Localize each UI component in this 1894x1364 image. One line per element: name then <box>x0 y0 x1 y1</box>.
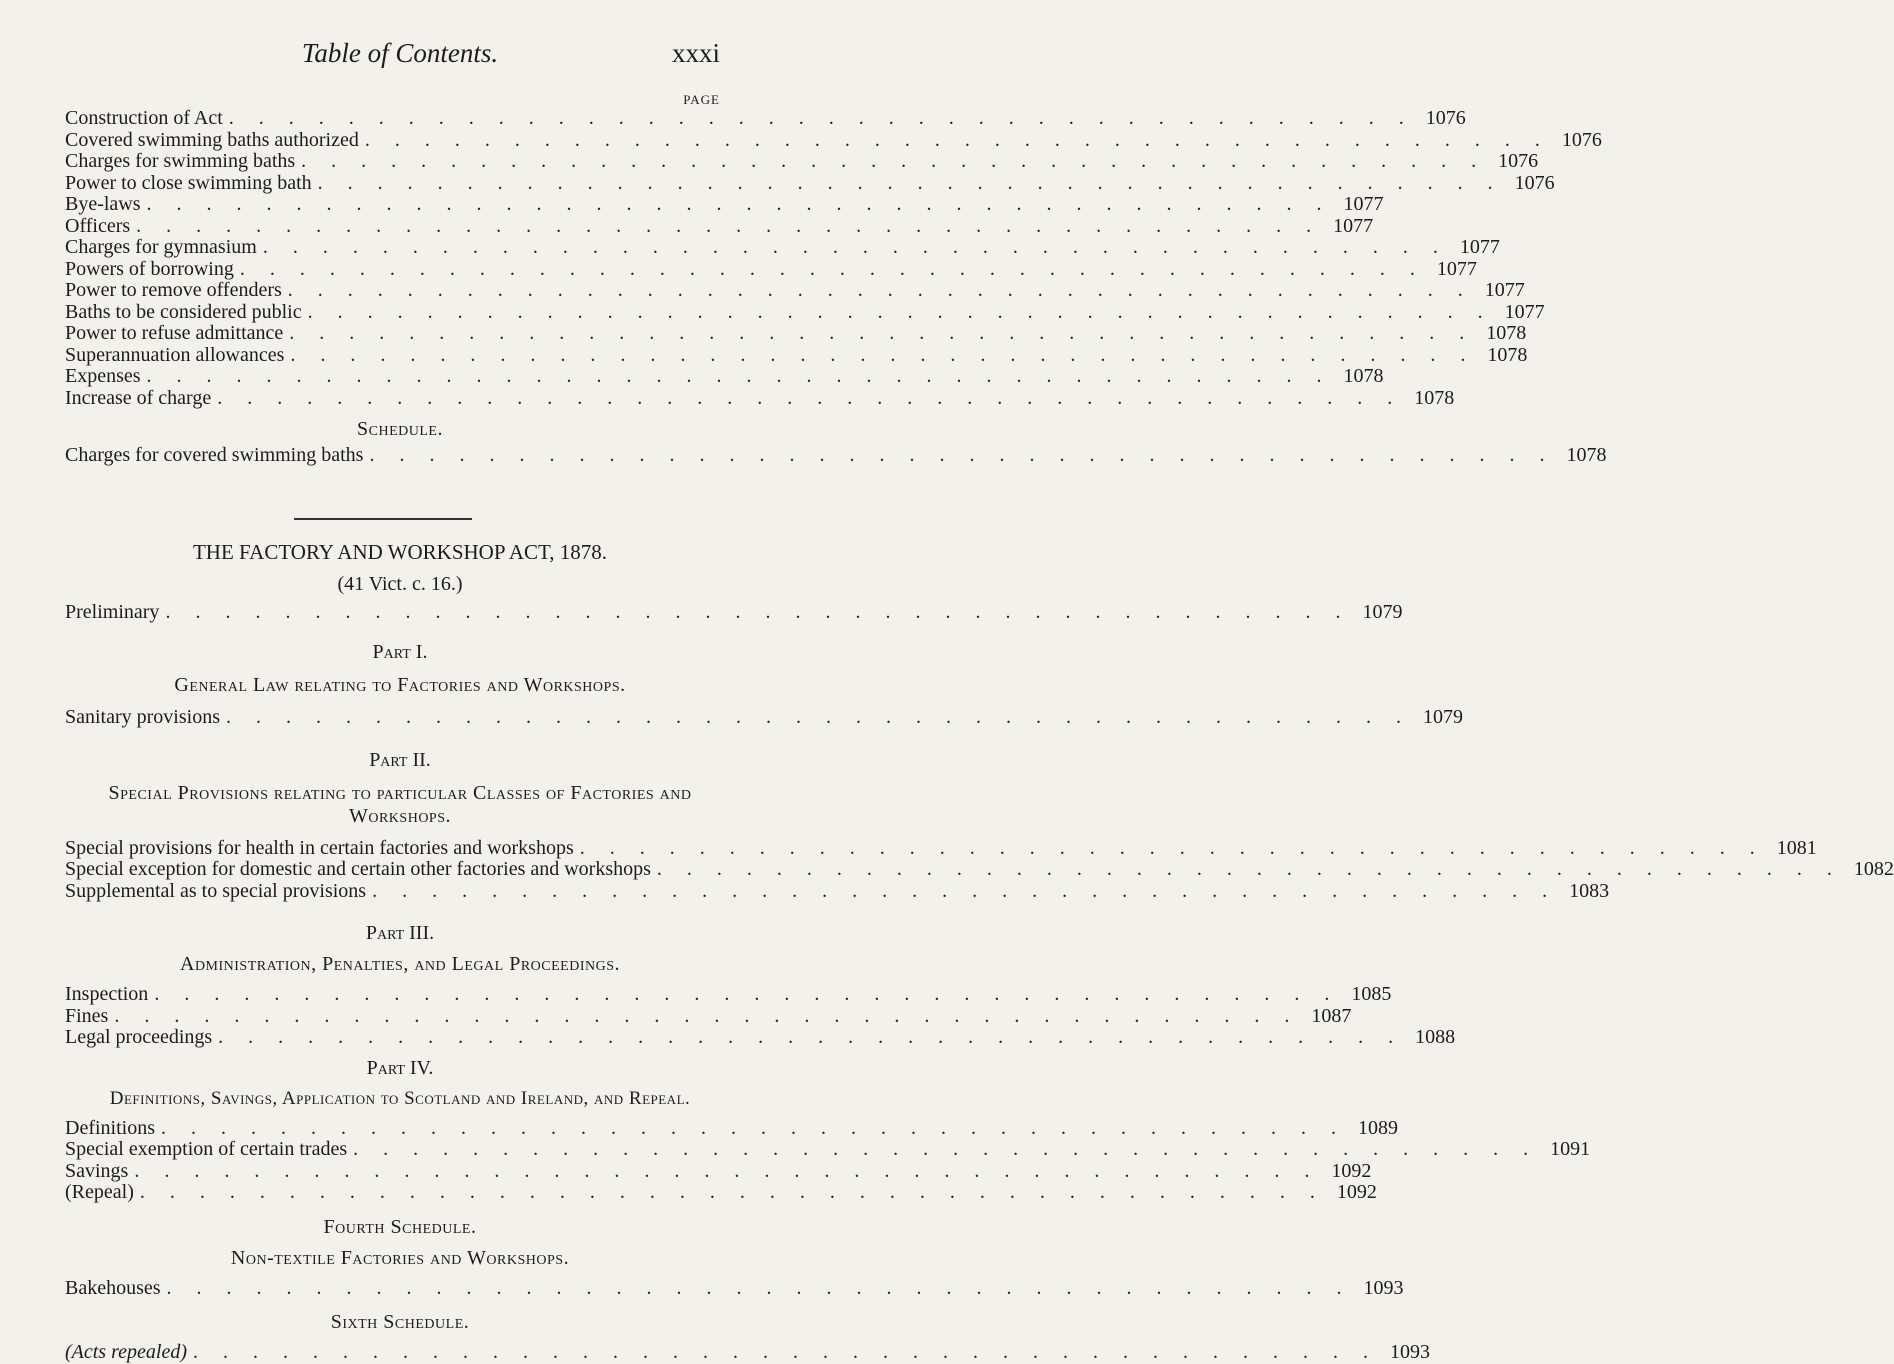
toc-entry-page: 1076 <box>1514 171 1555 194</box>
toc-entry-label: Officers <box>65 214 131 237</box>
toc-entry-page: 1088 <box>1415 1026 1456 1048</box>
leader-dots: . . . . . . . . . . . . . . . . . . . . . . . . . . . . . . . . . . . . . . . . <box>165 600 1351 623</box>
toc-entry-label: Charges for gymnasium <box>65 236 257 258</box>
leader-dots: . . . . . . . . . . . . . . . . . . . . . . . . . . . . . . . . . . . . . . . . <box>217 386 1403 409</box>
toc-entry-label: Preliminary <box>65 600 160 623</box>
leader-dots: . . . . . . . . . . . . . . . . . . . . . . . . . . . . . . . . . . . . . . . . <box>146 193 1332 215</box>
part2-heading: Part II. <box>369 748 431 771</box>
page-number: xxxi <box>671 38 720 68</box>
fourth-schedule-heading: Fourth Schedule. <box>323 1215 477 1238</box>
toc-entry-label: (Acts repealed) <box>65 1341 187 1363</box>
toc-entry-page: 1077 <box>1459 236 1500 258</box>
toc-entry-label: Power to close swimming bath <box>65 171 312 194</box>
toc-entry-page: 1091 <box>1550 1138 1591 1160</box>
leader-dots: . . . . . . . . . . . . . . . . . . . . . . . . . . . . . . . . . . . . . . . . <box>369 444 1555 466</box>
leader-dots: . . . . . . . . . . . . . . . . . . . . . . . . . . . . . . . . . . . . . . . . <box>161 1116 1346 1139</box>
leader-dots: . . . . . . . . . . . . . . . . . . . . . . . . . . . . . . . . . . . . . . . . <box>317 171 1503 194</box>
toc-entry <box>65 1159 1372 1183</box>
schedule-heading: Schedule. <box>357 418 443 440</box>
toc-entry-page: 1092 <box>1336 1181 1377 1203</box>
leader-dots: . . . . . . . . . . . . . . . . . . . . . . . . . . . . . . . . . . . . . . . . <box>262 236 1448 258</box>
toc-entry-label: Construction of Act <box>65 107 223 129</box>
toc-entry <box>65 150 1539 173</box>
toc-entry-page: 1085 <box>1351 983 1392 1005</box>
toc-entry-page: 1081 <box>1776 836 1817 859</box>
part3-list <box>65 983 1456 1049</box>
toc-entry-page: 1082 <box>1853 858 1894 880</box>
toc-entry-label: (Repeal) <box>65 1181 134 1203</box>
toc-entry <box>65 279 1525 302</box>
toc-entry-label: Power to remove offenders <box>65 279 282 301</box>
leader-dots: . . . . . . . . . . . . . . . . . . . . . . . . . . . . . . . . . . . . . . . . <box>136 214 1322 237</box>
toc-entry <box>65 236 1500 259</box>
part2-subheading-line2: Workshops. <box>348 804 451 827</box>
preliminary-list <box>65 600 1403 624</box>
part4-list <box>65 1116 1591 1204</box>
leader-dots: . . . . . . . . . . . . . . . . . . . . . . . . . . . . . . . . . . . . . . . . <box>307 300 1493 323</box>
toc-entry-label: Inspection <box>65 983 149 1005</box>
toc-entry-label: Definitions <box>65 1116 155 1139</box>
sixth-schedule-heading: Sixth Schedule. <box>330 1311 470 1333</box>
leader-dots: . . . . . . . . . . . . . . . . . . . . . . . . . . . . . . . . . . . . . . . . <box>239 257 1425 280</box>
toc-entry <box>65 858 1894 881</box>
toc-entry-label: Increase of charge <box>65 386 212 409</box>
toc-entry <box>65 1181 1377 1204</box>
part3-heading: Part III. <box>365 922 435 944</box>
toc-entry-page: 1077 <box>1504 300 1545 323</box>
toc-entry-page: 1078 <box>1566 444 1607 466</box>
leader-dots: . . . . . . . . . . . . . . . . . . . . . . . . . . . . . . . . . . . . . . . . <box>114 1004 1300 1027</box>
part3-subheading: Administration, Penalties, and Legal Proceedings. <box>180 953 620 975</box>
part1-list <box>65 706 1463 729</box>
toc-entry-page: 1077 <box>1343 193 1384 215</box>
divider-rule <box>294 518 472 520</box>
toc-entry-page: 1078 <box>1486 322 1527 344</box>
leader-dots: . . . . . . . . . . . . . . . . . . . . . . . . . . . . . . . . . . . . . . . . <box>134 1159 1320 1182</box>
toc-entry-label: Savings <box>65 1159 129 1182</box>
contents-body <box>65 107 1894 1364</box>
toc-entry-page: 1077 <box>1484 279 1525 301</box>
toc-entry-label: Superannuation allowances <box>65 343 285 366</box>
toc-entry-label: Baths to be considered public <box>65 300 302 323</box>
schedule-list <box>65 444 1607 467</box>
toc-entry-page: 1077 <box>1436 257 1477 280</box>
leader-dots: . . . . . . . . . . . . . . . . . . . . . . . . . . . . . . . . . . . . . . . . <box>166 1276 1352 1299</box>
toc-entry <box>65 1026 1456 1049</box>
toc-entry <box>65 300 1545 324</box>
toc-entry <box>65 444 1607 467</box>
toc-entry-page: 1076 <box>1425 107 1466 129</box>
toc-entry <box>65 257 1477 281</box>
act-title: THE FACTORY AND WORKSHOP ACT, 1878. <box>192 539 608 564</box>
leader-dots: . . . . . . . . . . . . . . . . . . . . . . . . . . . . . . . . . . . . . . . . <box>656 858 1842 880</box>
part2-subheading-line1: Special Provisions relating to particular Classes of Factories and <box>108 781 692 804</box>
toc-entry-label: Expenses <box>65 365 141 387</box>
part1-heading: Part I. <box>372 641 428 663</box>
toc-entry-page: 1083 <box>1569 879 1610 902</box>
leader-dots: . . . . . . . . . . . . . . . . . . . . . . . . . . . . . . . . . . . . . . . . <box>154 983 1340 1005</box>
toc-entry-page: 1079 <box>1423 706 1463 728</box>
toc-entry <box>65 879 1610 903</box>
toc-entry <box>65 836 1817 860</box>
leader-dots: . . . . . . . . . . . . . . . . . . . . . . . . . . . . . . . . . . . . . . . . <box>353 1138 1539 1160</box>
leader-dots: . . . . . . . . . . . . . . . . . . . . . . . . . . . . . . . . . . . . . . . . <box>287 279 1473 301</box>
toc-entry-label: Special provisions for health in certain factories and workshops <box>65 836 574 859</box>
leader-dots: . . . . . . . . . . . . . . . . . . . . . . . . . . . . . . . . . . . . . . . . <box>372 879 1558 902</box>
toc-entry <box>65 365 1384 388</box>
act-citation: (41 Vict. c. 16.) <box>337 572 463 595</box>
toc-entry-page: 1087 <box>1311 1004 1352 1027</box>
toc-entry-label: Supplemental as to special provisions <box>65 879 367 902</box>
toc-entry <box>65 193 1384 216</box>
toc-entry-label: Fines <box>65 1004 109 1027</box>
toc-entry <box>65 386 1455 410</box>
toc-entry-label: Powers of borrowing <box>65 257 234 280</box>
part4-heading: Part IV. <box>366 1056 434 1079</box>
toc-entry <box>65 600 1403 624</box>
toc-entry <box>65 1341 1430 1364</box>
part4-subheading: Definitions, Savings, Application to Scotland and Ireland, and Repeal. <box>109 1087 691 1109</box>
toc-entry-page: 1076 <box>1498 150 1539 172</box>
toc-entry-label: Covered swimming baths authorized <box>65 128 359 151</box>
fourth-schedule-subheading: Non-textile Factories and Workshops. <box>230 1246 570 1269</box>
part1-subheading: General Law relating to Factories and Workshops. <box>174 674 626 696</box>
toc-entry-page: 1093 <box>1389 1341 1430 1363</box>
toc-entry-page: 1089 <box>1358 1116 1398 1139</box>
page-column-label: PAGE <box>683 92 720 107</box>
section1-list <box>65 107 1602 409</box>
toc-entry <box>65 1004 1352 1028</box>
running-header-title: Table of Contents. <box>301 38 499 68</box>
toc-entry-page: 1077 <box>1333 214 1374 237</box>
toc-entry <box>65 214 1374 238</box>
toc-entry-label: Sanitary provisions <box>65 706 220 728</box>
toc-entry <box>65 1116 1398 1140</box>
leader-dots: . . . . . . . . . . . . . . . . . . . . . . . . . . . . . . . . . . . . . . . . <box>228 107 1414 129</box>
toc-entry <box>65 1276 1404 1300</box>
leader-dots: . . . . . . . . . . . . . . . . . . . . . . . . . . . . . . . . . . . . . . . . <box>579 836 1765 859</box>
leader-dots: . . . . . . . . . . . . . . . . . . . . . . . . . . . . . . . . . . . . . . . . <box>364 128 1550 151</box>
leader-dots: . . . . . . . . . . . . . . . . . . . . . . . . . . . . . . . . . . . . . . . . <box>301 150 1487 172</box>
leader-dots: . . . . . . . . . . . . . . . . . . . . . . . . . . . . . . . . . . . . . . . . <box>192 1341 1378 1363</box>
toc-entry-label: Bakehouses <box>65 1276 161 1299</box>
toc-entry <box>65 128 1602 152</box>
leader-dots: . . . . . . . . . . . . . . . . . . . . . . . . . . . . . . . . . . . . . . . . <box>146 365 1332 387</box>
leader-dots: . . . . . . . . . . . . . . . . . . . . . . . . . . . . . . . . . . . . . . . . <box>290 343 1476 366</box>
toc-entry-label: Bye-laws <box>65 193 141 215</box>
toc-entry-label: Charges for swimming baths <box>65 150 296 172</box>
toc-entry-label: Special exception for domestic and certain other factories and workshops <box>65 858 651 880</box>
toc-entry <box>65 706 1463 729</box>
toc-entry-page: 1093 <box>1363 1276 1404 1299</box>
toc-entry-label: Power to refuse admittance <box>65 322 284 344</box>
toc-entry-page: 1079 <box>1362 600 1403 623</box>
toc-entry-page: 1076 <box>1561 128 1602 151</box>
toc-entry-label: Charges for covered swimming baths <box>65 444 364 466</box>
toc-entry <box>65 983 1392 1006</box>
toc-entry-page: 1078 <box>1487 343 1528 366</box>
toc-entry <box>65 1138 1591 1161</box>
leader-dots: . . . . . . . . . . . . . . . . . . . . . . . . . . . . . . . . . . . . . . . . <box>226 706 1411 728</box>
sixth-schedule-list <box>65 1341 1430 1364</box>
toc-entry-page: 1078 <box>1343 365 1384 387</box>
toc-entry <box>65 171 1555 195</box>
leader-dots: . . . . . . . . . . . . . . . . . . . . . . . . . . . . . . . . . . . . . . . . <box>289 322 1475 344</box>
toc-entry-page: 1078 <box>1414 386 1455 409</box>
leader-dots: . . . . . . . . . . . . . . . . . . . . . . . . . . . . . . . . . . . . . . . . <box>218 1026 1404 1048</box>
toc-entry <box>65 322 1527 345</box>
toc-entry-label: Special exemption of certain trades <box>65 1138 348 1160</box>
leader-dots: . . . . . . . . . . . . . . . . . . . . . . . . . . . . . . . . . . . . . . . . <box>139 1181 1325 1203</box>
toc-entry <box>65 107 1466 130</box>
toc-entry-label: Legal proceedings <box>65 1026 213 1048</box>
toc-entry <box>65 343 1528 367</box>
toc-entry-page: 1092 <box>1331 1159 1372 1182</box>
fourth-schedule-list <box>65 1276 1404 1300</box>
part2-list <box>65 836 1894 903</box>
